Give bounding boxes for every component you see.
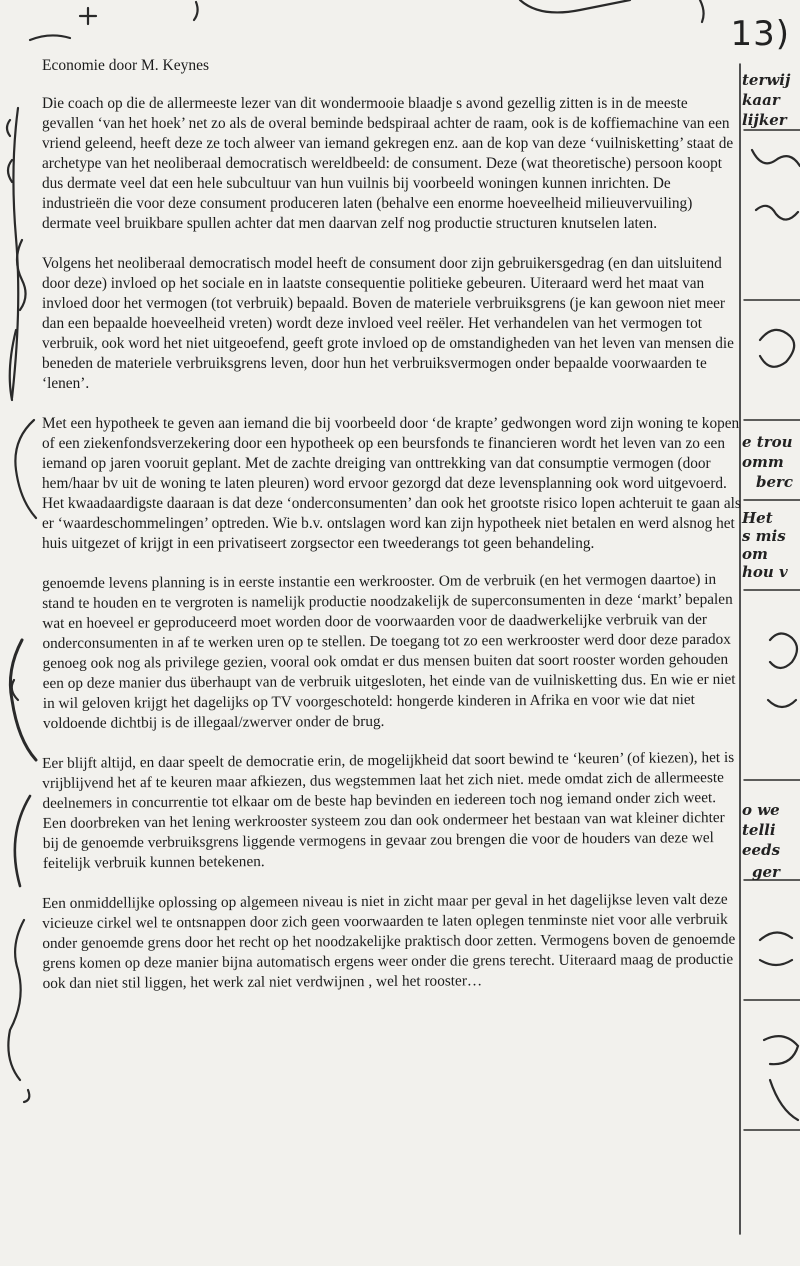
comic-fragment: lijker	[742, 111, 787, 129]
comic-fragment: e trou	[742, 433, 793, 451]
comic-fragment: eeds	[742, 841, 781, 859]
comic-strip-margin	[736, 64, 800, 1230]
comic-fragment: hou v	[742, 563, 788, 581]
comic-fragment: om	[742, 545, 768, 563]
comic-fragment: berc	[756, 473, 794, 491]
paragraph-3: Met een hypotheek te geven aan iemand die bij voorbeeld door ‘de krapte’ gedwongen word zijn woning te kopen of een ziekenfondsverzekering door een hypotheek op een beursfonds te financieren wordt het leven van zo een iemand op jaren vooruit geplant. Met de zachte dreiging van onttrekking van dat consumptie vermogen (door hem/haar bv uit de woning te laten pleuren) word ervoor gezorgd dat deze levensplanning ook word uitgevoerd. Het kwaadaardigste daaraan is dat deze ‘onderconsumenten’ dan ook het grootste risico lopen achteruit te gaan als er ‘waardeschommelingen’ optreden. Wie b.v. ontslagen word kan zijn hypotheek niet betalen en werd alsnog het huis uitgezet of krijgt in een privatiseert zorgsector een tweederangs tot geen behandeling.	[42, 415, 741, 552]
paragraph-2: Volgens het neoliberaal democratisch model heeft de consument door zijn gebruikersgedrag (en dan uitsluitend door deze) invloed op het sociale en in laatste consequentie politieke gebeuren. Uiteraard werd het maat van invloed door het vermogen (tot verbruik) bepaald. Boven de materiele verbruiksgrens (je kan gewoon niet meer dan een bepaalde hoeveelheid vreten) wordt deze invloed veel reëler. Het verhandelen van het vermogen tot verbruik, ook word het niet uitgeoefend, geeft grote invloed op de omstandigheden van het leven van mensen die beneden de materiele verbruiksgrens leven, door hun het verbruiksvermogen onder bepaalde voorwaarden te ‘lenen’.	[42, 255, 734, 392]
comic-fragment: kaar	[742, 91, 780, 109]
article	[42, 56, 742, 1014]
comic-fragment: ger	[752, 863, 780, 881]
paragraph-6: Een onmiddellijke oplossing op algemeen niveau is niet in zicht maar per geval in het dagelijkse leven valt deze vicieuze cirkel wel te ontsnappen door zich geen voorwaarden te laten oplegen tenminste niet voor alle verbruik onder genoemde grens door het recht op het noodzakelijke praktisch door zetten. Vermogens boven de genoemde grens komen op deze manier bijna automatisch ergens weer onder die grens terecht. Uiteraard maag de productie ook dan niet stil liggen, het werk zal niet verdwijnen , wel het rooster…	[42, 890, 736, 992]
comic-fragment: Het	[742, 509, 773, 527]
paragraph-1: Die coach op die de allermeeste lezer van dit wondermooie blaadje s avond gezellig zitten is in de meeste gevallen ‘van het hoek’ net zo als de overal beminde bedspiraal achter de raam, ook is de koffiemachine van een vriend geleend, heeft deze ze toch alweer van iemand gekregen enz. aan de kop van deze ‘vuilnisketting’ staat de archetype van het neoliberaal democratisch wereldbeeld: de consument. Deze (wat theoretische) persoon koopt dus dermate veel dat een hele subcultuur van hun vuilnis bij voorbeeld woningen kunnen inrichten. De industrieën die voor deze consument produceren laten (behalve een enorme hoeveelheid milieuvervuiling) dermate veel bruikbare spullen achter dat men daarvan zelf nog productie structuren knutselen laten.	[42, 95, 734, 232]
comic-fragment: s mis	[742, 527, 786, 545]
comic-fragment: o we	[742, 801, 780, 819]
page-number: 13)	[730, 14, 790, 54]
paragraph-5: Eer blijft altijd, en daar speelt de democratie erin, de mogelijkheid dat soort bewind te ‘keuren’ (of kiezen), het is vrijblijvend het af te keuren maar afkiezen, dus wegstemmen laat het zich niet. mede omdat zich de allermeeste deelnemers in concurrentie tot elkaar om de beste hap bevinden en iedereen toch nog iemand onder zich weet. Een doorbreken van het lening werkrooster systeem zou dan ook ondermeer het bestaan van wat kleiner dichter bij de genoemde verbruiksgrens liggende vermogens in gevaar zou brengen die voor de houders van deze wel feitelijk verbruik kunnen betekenen.	[42, 748, 735, 872]
comic-fragment: telli	[742, 821, 776, 839]
comic-fragment: omm	[742, 453, 784, 471]
article-title: Economie door M. Keynes	[42, 57, 210, 74]
comic-fragment: terwij	[742, 71, 791, 89]
paragraph-4: genoemde levens planning is in eerste instantie een werkrooster. Om de verbruik (en het vermogen daartoe) in stand te houden en te vergroten is namelijk productie noodzakelijk de superconsumenten in deze ‘markt’ bepalen wat en hoeveel er geproduceerd moet worden door de voorwaarden voor de daadwerkelijke verbruik van der onderconsumenten in af te werken uren op te stellen. De toegang tot zo een werkrooster werd door deze paradox genoeg ook nog als privilege gezien, vooral ook omdat er dus mensen buiten dat soort rooster worden gehouden een op deze manier dus überhaupt van de verbruik uitgesloten, het einde van de vuilnisketting dus. En wie er niet in wil geloven krijgt het dagelijks op TV voorgeschoteld: hongerde kinderen in Afrika en voor wie dat niet voldoende dichtbij is de illegaal/zwerver onder de brug.	[42, 570, 736, 732]
